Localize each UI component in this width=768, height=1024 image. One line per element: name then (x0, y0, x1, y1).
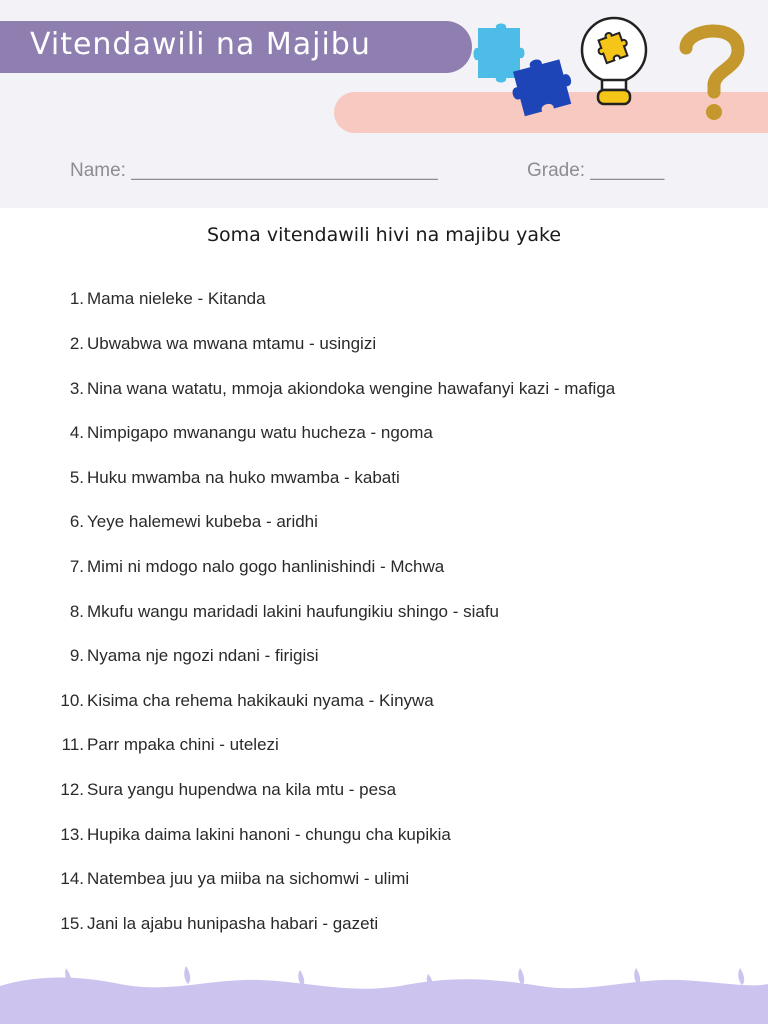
item-number: 9. (69, 646, 84, 665)
item-number: 2. (69, 334, 84, 353)
item-text: Nimpigapo mwanangu watu hucheza - ngoma (87, 423, 433, 442)
list-item (0, 289, 768, 319)
list-item (0, 512, 768, 542)
item-text: Mama nieleke - Kitanda (87, 289, 266, 308)
list-item (0, 825, 768, 855)
item-number: 5. (69, 468, 84, 487)
item-number: 1. (69, 289, 84, 308)
list-item (0, 646, 768, 676)
name-blank: _____________________________ (131, 160, 438, 181)
item-text: Yeye halemewi kubeba - aridhi (87, 512, 318, 531)
list-item (0, 780, 768, 810)
instructions-heading: Soma vitendawili hivi na majibu yake (206, 224, 562, 246)
item-text: Huku mwamba na huko mwamba - kabati (87, 468, 400, 487)
item-number: 7. (69, 557, 84, 576)
question-mark-icon (676, 18, 748, 126)
item-number: 12. (60, 780, 84, 799)
puzzle-dark-blue-icon (510, 52, 580, 117)
item-text: Parr mpaka chini - utelezi (87, 735, 279, 754)
page-title: Vitendawili na Majibu (30, 27, 371, 62)
grade-label: Grade: (527, 160, 586, 181)
item-number: 10. (60, 691, 84, 710)
list-item (0, 334, 768, 364)
item-text: Kisima cha rehema hakikauki nyama - Kinywa (87, 691, 434, 710)
list-item (0, 468, 768, 498)
name-label: Name: (70, 160, 126, 181)
item-text: Nyama nje ngozi ndani - firigisi (87, 646, 319, 665)
item-text: Ubwabwa wa mwana mtamu - usingizi (87, 334, 377, 353)
grade-blank: _______ (590, 160, 665, 181)
item-number: 15. (60, 914, 84, 933)
grade-field (527, 160, 664, 182)
item-number: 8. (69, 602, 84, 621)
item-text: Hupika daima lakini hanoni - chungu cha kupikia (87, 825, 451, 844)
item-text: Jani la ajabu hunipasha habari - gazeti (87, 914, 379, 933)
item-text: Mimi ni mdogo nalo gogo hanlinishindi - Mchwa (87, 557, 445, 576)
item-number: 13. (60, 825, 84, 844)
footer-wave (0, 960, 768, 1024)
item-text: Mkufu wangu maridadi lakini haufungikiu shingo - siafu (87, 602, 500, 621)
item-number: 6. (69, 512, 84, 531)
list-item (0, 423, 768, 453)
item-text: Natembea juu ya miiba na sichomwi - ulimi (87, 869, 410, 888)
list-item (0, 602, 768, 632)
item-text: Nina wana watatu, mmoja akiondoka wengine hawafanyi kazi - mafiga (87, 379, 616, 398)
list-item (0, 735, 768, 765)
item-text: Sura yangu hupendwa na kila mtu - pesa (87, 780, 397, 799)
lightbulb-puzzle-icon (578, 14, 650, 114)
list-item (0, 557, 768, 587)
item-number: 3. (69, 379, 84, 398)
name-field (70, 160, 438, 182)
list-item (0, 691, 768, 721)
list-item (0, 869, 768, 899)
item-number: 14. (60, 869, 84, 888)
item-number: 11. (61, 735, 84, 754)
list-item (0, 379, 768, 409)
item-number: 4. (69, 423, 84, 442)
list-item (0, 914, 768, 944)
